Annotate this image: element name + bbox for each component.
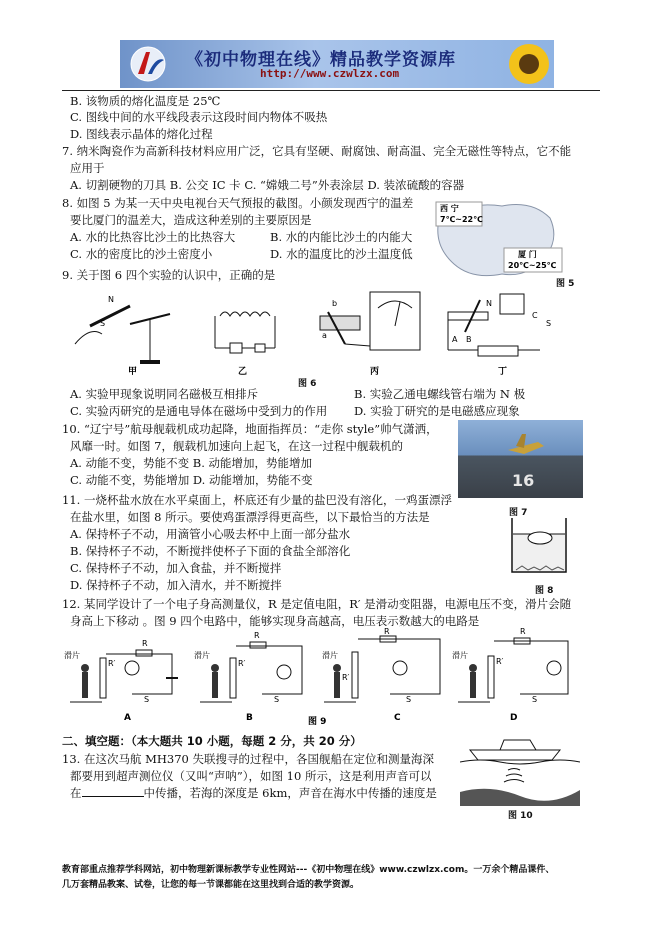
svg-text:R: R [254, 631, 260, 640]
svg-text:S: S [274, 695, 280, 704]
figure-9-label: 图 9 [308, 717, 327, 726]
question-11: 11. 一烧杯盐水放在水平桌面上，杯底还有少量的盐巴没有溶化，一鸡蛋漂浮 [62, 493, 452, 507]
q8-option-c: C. 水的密度比的沙土密度小 [70, 247, 213, 261]
question-13: 13. 在这次马航 MH370 失联搜寻的过程中，各国舰船在定位和测量海深 [62, 752, 435, 766]
svg-text:R: R [520, 628, 526, 636]
text-fragment: 在 [70, 786, 82, 800]
svg-text:A: A [124, 713, 131, 723]
circuit-a [64, 639, 178, 723]
city-xining: 西 宁 [440, 204, 459, 213]
q8-option-b: B. 水的内能比沙土的内能大 [270, 230, 413, 244]
svg-text:D: D [510, 713, 518, 723]
answer-blank[interactable] [82, 786, 144, 797]
text-line: 身高上下移动 。图 9 四个电路中，能够实现身高越高，电压表示数越大的电路是 [70, 614, 480, 628]
text-line: 都要用到超声测位仪（又叫“声呐”），如图 10 所示，这是利用声音可以 [70, 769, 432, 783]
text-line: 应用于 [70, 161, 105, 175]
q10-options-cd: C. 动能不变，势能增加 D. 动能增加，势能不变 [70, 473, 313, 487]
svg-text:C: C [394, 713, 401, 723]
q13-fill-line [70, 786, 437, 800]
mark-s: S [100, 319, 106, 328]
svg-text:R: R [142, 639, 148, 648]
figure-7-photo [458, 420, 583, 498]
q11-option-d: D. 保持杯子不动，加入清水，并不断搅拌 [70, 578, 282, 592]
footer-line: 教育部重点推荐学科网站，初中物理新课标教学专业性网站---《初中物理在线》www.czwlzx.com。一万余个精品课件、 [62, 865, 555, 875]
figure-8-beaker [506, 514, 576, 578]
svg-text:S: S [144, 695, 150, 704]
question-12: 12. 某同学设计了一个电子身高测量仪，R 是定值电阻，R′ 是滑动变阻器，电源电压不变，滑片会随 [62, 597, 572, 611]
circuit-c [322, 628, 440, 723]
figure-10-label: 图 10 [508, 811, 533, 821]
caption-bing: 丙 [370, 367, 380, 376]
q9-option-b: B. 实验乙通电螺线管右端为 N 极 [354, 387, 526, 401]
figure-6-experiments [70, 286, 590, 376]
text-line: C. 图线中间的水平线段表示这段时间内物体不吸热 [70, 110, 328, 124]
question-7: 7. 纳米陶瓷作为高新科技材料应用广泛，它具有坚硬、耐腐蚀、耐高温、完全无磁性等特点，它不能 [62, 144, 572, 158]
footer-line: 几万套精品教案、试卷，让您的每一节课都能在这里找到合适的教学资源。 [62, 880, 360, 890]
svg-text:R: R [384, 628, 390, 636]
mark-b: b [332, 299, 338, 308]
jet-icon [458, 420, 583, 498]
question-8: 8. 如图 5 为某一天中央电视台天气预报的截图。小颜发现西宁的温差 [62, 196, 414, 210]
question-10: 10. “辽宁号”航母舰载机成功起降，地面指挥员：“走你 style”帅气潇洒， [62, 422, 438, 436]
q9-option-d: D. 实验丁研究的是电磁感应现象 [354, 404, 520, 418]
mark-a2: A [452, 335, 458, 344]
mark-n2: N [486, 299, 492, 308]
svg-text:R′: R′ [108, 659, 116, 668]
sunflower-icon [504, 40, 554, 88]
mark-b2: B [466, 335, 472, 344]
svg-text:B: B [246, 713, 253, 723]
q9-option-a: A. 实验甲现象说明同名磁极互相排斥 [70, 387, 259, 401]
caption-jia: 甲 [128, 367, 138, 376]
text-line: 风靡一时。如图 7，舰载机加速向上起飞，在这一过程中舰载机的 [70, 439, 403, 453]
q11-option-a: A. 保持杯子不动，用滴管小心吸去杯中上面一部分盐水 [70, 527, 351, 541]
q11-option-c: C. 保持杯子不动，加入食盐，并不断搅拌 [70, 561, 282, 575]
text-line: B. 该物质的熔化温度是 25℃ [70, 94, 221, 108]
q11-option-b: B. 保持杯子不动，不断搅拌使杯子下面的食盐全部溶化 [70, 544, 351, 558]
deck-number: 16 [512, 471, 535, 490]
q7-options: A. 切割硬物的刀具 B. 公交 IC 卡 C. “嫦娥二号”外表涂层 D. 装浓硫酸的容器 [70, 178, 465, 192]
q10-options-ab: A. 动能不变，势能不变 B. 动能增加，势能增加 [70, 456, 313, 470]
svg-text:R′: R′ [496, 657, 504, 666]
egg-icon [528, 532, 552, 544]
header-rule [62, 90, 600, 91]
mark-n: N [108, 295, 114, 304]
mark-c2: C [532, 311, 538, 320]
banner-url: http://www.czwlzx.com [260, 67, 400, 80]
question-9: 9. 关于图 6 四个实验的认识中，正确的是 [62, 268, 276, 282]
svg-text:滑片: 滑片 [452, 651, 468, 660]
figure-6-label: 图 6 [298, 379, 317, 389]
mark-s2: S [546, 319, 552, 328]
caption-yi: 乙 [238, 367, 248, 376]
text-line: 在盐水里，如图 8 所示。要使鸡蛋漂浮得更高些，以下最恰当的方法是 [70, 510, 430, 524]
figure-5-label: 图 5 [556, 279, 575, 289]
mark-a: a [322, 331, 327, 340]
figure-5-map [432, 196, 572, 286]
temp-xining: 7℃~22℃ [440, 215, 483, 224]
banner-title: 《初中物理在线》精品教学资源库 [186, 50, 456, 70]
text-line: 要比厦门的温差大，造成这种差别的主要原因是 [70, 213, 312, 227]
figure-9-circuits [62, 628, 582, 726]
svg-text:R′: R′ [238, 659, 246, 668]
circuit-d [452, 628, 568, 723]
city-xiamen: 厦 门 [518, 250, 537, 259]
figure-7-label: 图 7 [509, 508, 528, 518]
circuit-b [194, 631, 302, 723]
logo-icon [126, 44, 176, 84]
svg-text:滑片: 滑片 [64, 651, 80, 660]
q8-option-a: A. 水的比热容比沙土的比热容大 [70, 230, 236, 244]
svg-text:S: S [406, 695, 412, 704]
temp-xiamen: 20℃~25℃ [508, 261, 557, 270]
caption-ding: 丁 [498, 367, 508, 376]
svg-text:滑片: 滑片 [194, 651, 210, 660]
header-banner [120, 40, 554, 88]
section-heading: 二、填空题：（本大题共 10 小题，每题 2 分，共 20 分） [62, 734, 362, 748]
text-fragment: 中传播，若海的深度是 6km，声音在海水中传播的速度是 [143, 786, 437, 800]
text-line: D. 图线表示晶体的熔化过程 [70, 127, 213, 141]
svg-text:R′: R′ [342, 673, 350, 682]
q9-option-c: C. 实验丙研究的是通电导体在磁场中受到力的作用 [70, 404, 328, 418]
figure-10-sonar [460, 730, 580, 806]
svg-text:滑片: 滑片 [322, 651, 338, 660]
figure-8-label: 图 8 [535, 586, 554, 596]
svg-text:S: S [532, 695, 538, 704]
q8-option-d: D. 水的温度比的沙土温度低 [270, 247, 413, 261]
